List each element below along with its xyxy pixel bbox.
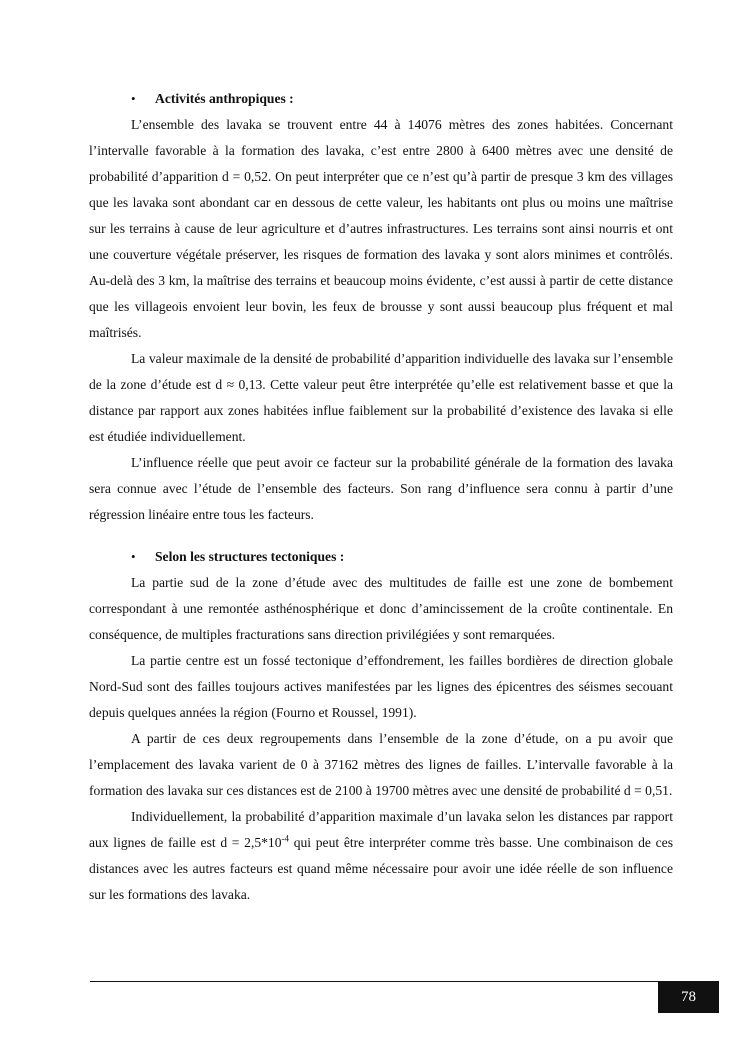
- section-spacer: [89, 528, 673, 544]
- paragraph: La partie centre est un fossé tectonique d’effondrement, les failles bordières de direction globale Nord-Sud sont des failles toujours actives manifestées par les lignes des épicentres des séismes secouant depuis quelques années la région (Fourno et Roussel, 1991).: [89, 653, 673, 720]
- paragraph: L’influence réelle que peut avoir ce facteur sur la probabilité générale de la formation des lavaka sera connue avec l’étude de l’ensemble des facteurs. Son rang d’influence sera connu à partir d’une régression linéaire entre tous les facteurs.: [89, 455, 673, 522]
- page-number: 78: [658, 981, 719, 1013]
- section-heading-text: Activités anthropiques :: [155, 91, 294, 106]
- paragraph: La partie sud de la zone d’étude avec des multitudes de faille est une zone de bombement correspondant à une remontée asthénosphérique et donc d’amincissement de la croûte continentale. En conséquence, de multiples fracturations sans direction privilégiées y sont remarquées.: [89, 575, 673, 642]
- section-heading-anthropic: [131, 86, 673, 112]
- document-body: [89, 86, 673, 908]
- section-heading-text: Selon les structures tectoniques :: [155, 549, 345, 564]
- paragraph: La valeur maximale de la densité de probabilité d’apparition individuelle des lavaka sur l’ensemble de la zone d’étude est d ≈ 0,13. Cette valeur peut être interprétée qu’elle est relativement basse et que la distance par rapport aux zones habitées influe faiblement sur la probabilité d’existence des lavaka si elle est étudiée individuellement.: [89, 351, 673, 444]
- bullet-icon: •: [131, 549, 136, 564]
- paragraph-text-before: Individuellement, la probabilité d’apparition maximale d’un lavaka selon les distances par rapport aux lignes de faille est d = 2,5*10: [89, 809, 673, 850]
- exponent: -4: [281, 833, 290, 844]
- section-heading-tectonic: [131, 544, 673, 570]
- paragraph-with-exponent: [89, 804, 673, 908]
- paragraph-text-after: qui peut être interpréter comme très basse. Une combinaison de ces distances avec les autres facteurs est quand même nécessaire pour avoir une idée réelle de son influence sur les formations des lavaka.: [89, 835, 673, 902]
- paragraph: A partir de ces deux regroupements dans l’ensemble de la zone d’étude, on a pu avoir que l’emplacement des lavaka varient de 0 à 37162 mètres des lignes de failles. L’intervalle favorable à la formation des lavaka sur ces distances est de 2100 à 19700 mètres avec une densité de probabilité d = 0,51.: [89, 731, 673, 798]
- bullet-icon: •: [131, 91, 136, 106]
- footer-rule: [90, 981, 658, 982]
- paragraph: L’ensemble des lavaka se trouvent entre 44 à 14076 mètres des zones habitées. Concernant l’intervalle favorable à la formation des lavaka, c’est entre 2800 à 6400 mètres avec une densité de probabilité d’apparition d = 0,52. On peut interpréter que ce n’est qu’à partir de presque 3 km des villages que les lavaka sont abondant car en dessous de cette valeur, les habitants ont plus ou moins une maîtrise sur les terrains à cause de leur agriculture et d’autres infrastructures. Les terrains sont ainsi nourris et ont une couverture végétale préserver, les risques de formation des lavaka y sont alors minimes et contrôlés. Au-delà des 3 km, la maîtrise des terrains et beaucoup moins évidente, c’est aussi à partir de cette distance que les villageois envoient leur bovin, les feux de brousse y sont aussi beaucoup plus fréquent et mal maîtrisés.: [89, 117, 673, 340]
